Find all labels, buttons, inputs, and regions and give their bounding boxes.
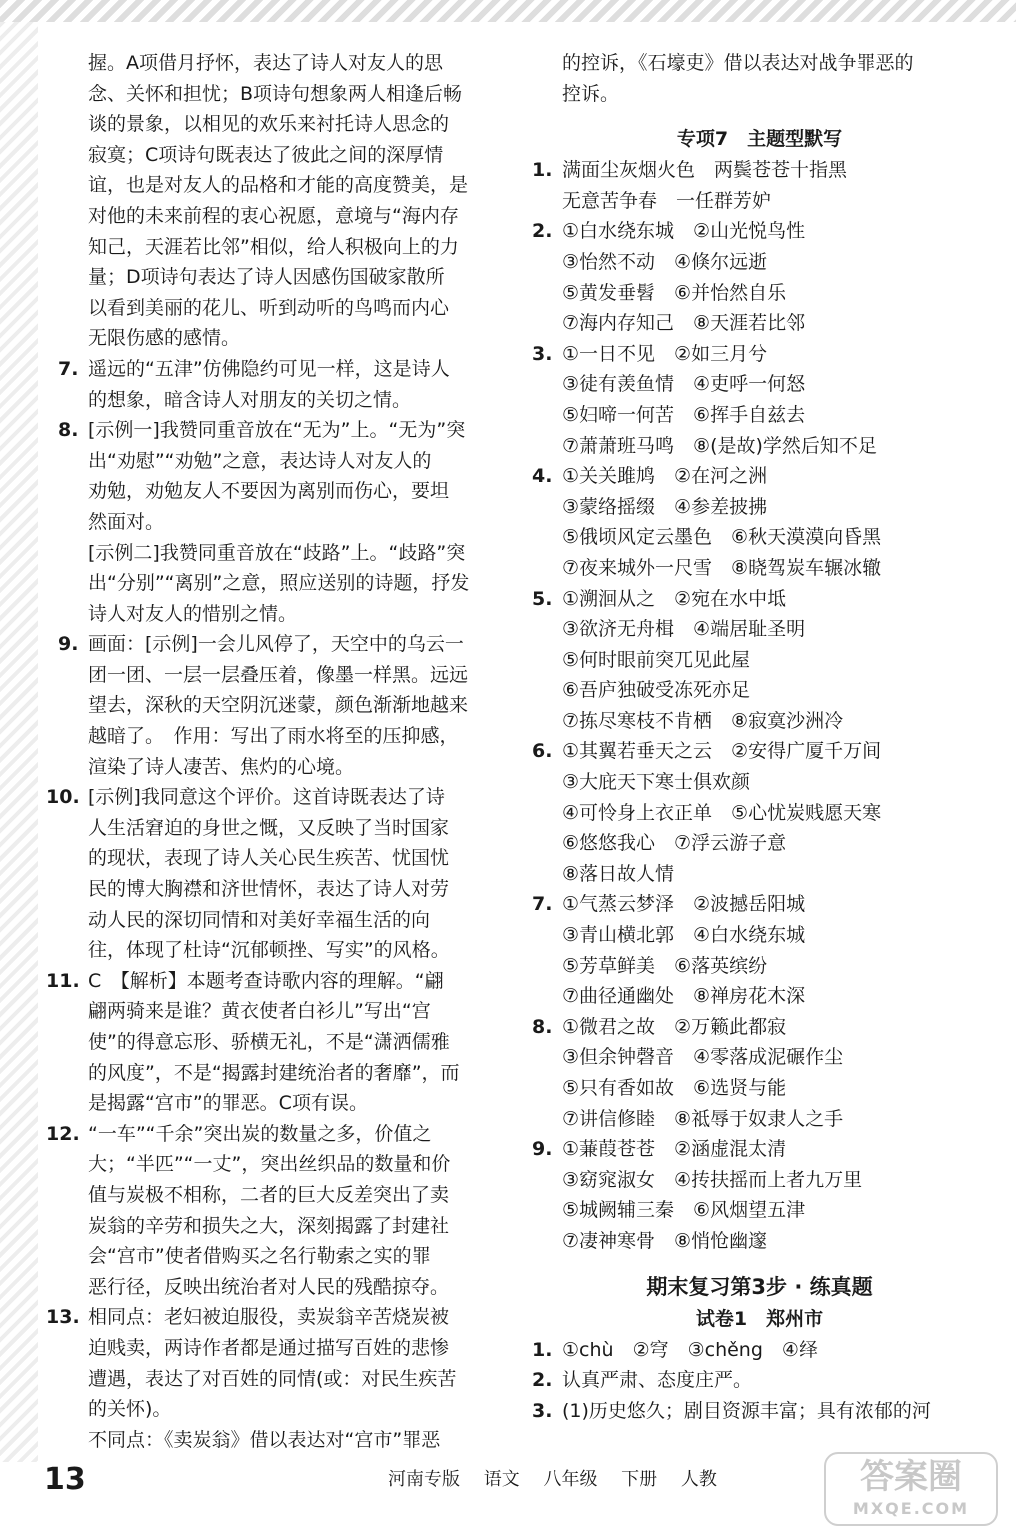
answer-text: ⑤何时眼前突兀见此屋: [562, 648, 751, 671]
answer-text: 谊，也是对友人的品格和才能的高度赞美，是: [88, 174, 469, 197]
exam-answer-line: [532, 1365, 987, 1396]
answer-text: 迫贱卖，两诗作者都是通过描写百姓的悲惨: [88, 1336, 450, 1359]
answer-text: ①溯洄从之 ②宛在水中坻: [562, 587, 787, 610]
answer-text: C 【解析】本题考查诗歌内容的理解。“翩: [88, 969, 444, 992]
text-line: [58, 79, 498, 110]
text-line: [532, 48, 987, 79]
text-line: [58, 1364, 498, 1395]
watermark-sub: MXQE.COM: [852, 1499, 970, 1518]
text-line: [58, 293, 498, 324]
answer-text: 望去，深秋的天空阴沉迷蒙，颜色渐渐地越来: [88, 694, 469, 717]
answer-text: 团一团、一层一层叠压着，像墨一样黑。远远: [88, 663, 469, 686]
answer-text: 握。A项借月抒怀，表达了诗人对友人的思: [88, 52, 443, 74]
text-line: [46, 782, 498, 813]
text-line: [532, 79, 987, 110]
text-line: [58, 201, 498, 232]
answer-text: 然面对。: [88, 510, 165, 533]
answer-text: 翩两骑来是谁？黄衣使者白衫儿”写出“宫: [88, 1000, 431, 1023]
answer-line: [532, 1104, 987, 1135]
answer-text: 控诉。: [562, 82, 620, 105]
text-line: [58, 599, 498, 630]
answer-line: [532, 1073, 987, 1104]
answer-line: [532, 1195, 987, 1226]
answer-line: [532, 278, 987, 309]
answer-text: 相同点：老妇被迫服役，卖炭翁辛苦烧炭被: [88, 1306, 450, 1329]
answer-text: ①白水绕东城 ②山光悦鸟性: [562, 220, 806, 243]
answer-text: ⑤只有香如故 ⑥选贤与能: [562, 1077, 787, 1099]
text-line: [58, 170, 498, 201]
answer-line: [532, 920, 987, 951]
answer-text: 出“分别”“离别”之意，照应送别的诗题，抒发: [88, 572, 470, 595]
text-line: [58, 415, 498, 446]
text-line: [46, 966, 498, 997]
answer-line: [532, 216, 987, 247]
exam-answer-line: [532, 1396, 987, 1427]
answer-line: [532, 522, 987, 553]
answer-line: [532, 981, 987, 1012]
answer-text: 是揭露“宫市”的罪恶。C项有误。: [88, 1092, 368, 1115]
answer-line: [532, 859, 987, 890]
text-line: [58, 1180, 498, 1211]
answer-text: ⑤俄顷风定云墨色 ⑥秋天漠漠向昏黑: [562, 526, 882, 549]
answer-text: ①其翼若垂天之云 ②安得广厦千万间: [562, 740, 882, 763]
answer-text: ⑦拣尽寒枝不肯栖 ⑧寂寞沙洲冷: [562, 709, 844, 732]
answer-text: ③蒙络摇缀 ④参差披拂: [562, 495, 768, 518]
watermark-logo: [824, 1452, 998, 1526]
answer-text: 认真严肃、态度庄严。: [562, 1369, 753, 1392]
answer-text: ⑥吾庐独破受冻死亦足: [562, 679, 751, 702]
answer-text: 的关怀)。: [88, 1398, 172, 1421]
exam-answer-line: [532, 1335, 987, 1366]
answer-text: ③窈窕淑女 ④抟扶摇而上者九万里: [562, 1168, 863, 1191]
text-line: [58, 538, 498, 569]
answer-line: [532, 155, 987, 186]
answer-text: “一车”“千余”突出炭的数量之多，价值之: [88, 1122, 432, 1145]
text-line: [58, 1425, 498, 1456]
answer-line: [532, 614, 987, 645]
answer-line: [532, 1134, 987, 1165]
answer-number: 7.: [58, 357, 79, 380]
answer-text: 遭遇，表达了对百姓的同情(或：对民生疾苦: [88, 1367, 457, 1390]
answer-number: 9.: [532, 1138, 553, 1161]
answer-text: ⑥悠悠我心 ⑦浮云游子意: [562, 832, 787, 855]
answer-text: ①蒹葭苍苍 ②涵虚混太清: [562, 1138, 787, 1161]
answer-number: 11.: [46, 969, 80, 992]
answer-text: 往，体现了杜诗“沉郁顿挫、写实”的风格。: [88, 939, 450, 962]
text-line: [58, 1088, 498, 1119]
text-line: [58, 874, 498, 905]
answer-number: 9.: [58, 633, 79, 656]
answer-text: 越暗了。 作用：写出了雨水将至的压抑感，: [88, 725, 459, 748]
text-line: [58, 660, 498, 691]
answer-text: ①微君之故 ②万籁此都寂: [562, 1015, 787, 1038]
watermark-main: 答案圈: [860, 1457, 962, 1497]
text-line: [58, 1272, 498, 1303]
answer-text: 民的博大胸襟和济世情怀，表达了诗人对劳: [88, 878, 450, 901]
answer-text: ⑦凄神寒骨 ⑧悄怆幽邃: [562, 1229, 768, 1252]
answer-text: ⑦海内存知己 ⑧天涯若比邻: [562, 312, 806, 335]
answer-text: ⑤黄发垂髫 ⑥并怡然自乐: [562, 281, 787, 304]
answer-number: 4.: [532, 465, 553, 488]
text-line: [58, 996, 498, 1027]
right-column: [532, 48, 987, 1426]
answer-line: [532, 645, 987, 676]
answer-line: [532, 1012, 987, 1043]
paper-heading: 试卷1 郑州市: [695, 1307, 824, 1330]
text-line: [58, 1027, 498, 1058]
text-line: [58, 1058, 498, 1089]
answer-line: [532, 553, 987, 584]
answer-text: 寂寞；C项诗句既表达了彼此之间的深厚情: [88, 143, 444, 166]
answer-text: ⑤城阙辅三秦 ⑥风烟望五津: [562, 1199, 806, 1222]
spacer: [532, 1257, 987, 1271]
text-line: [46, 1302, 498, 1333]
answer-text: 值与炭极不相称，二者的巨大反差突出了卖: [88, 1183, 450, 1206]
text-line: [58, 476, 498, 507]
answer-text: ④可怜身上衣正单 ⑤心忧炭贱愿天寒: [562, 801, 882, 824]
answer-text: 量；D项诗句表达了诗人因感伤国破家散所: [88, 266, 445, 289]
answer-number: 12.: [46, 1122, 80, 1145]
left-column: [46, 48, 498, 1455]
answer-line: [532, 798, 987, 829]
answer-text: ⑤芳草鲜美 ⑥落英缤纷: [562, 954, 768, 977]
answer-text: ⑤妇啼一何苦 ⑥挥手自兹去: [562, 403, 806, 426]
top-border-decoration: [0, 0, 1016, 22]
answer-number: 8.: [532, 1015, 553, 1038]
answer-text: ③大庇天下寒士俱欢颜: [562, 771, 751, 794]
text-line: [58, 446, 498, 477]
answer-text: ⑦曲径通幽处 ⑧禅房花木深: [562, 985, 806, 1008]
answer-text: 的控诉，《石壕吏》借以表达对战争罪恶的: [562, 52, 914, 74]
text-line: [58, 262, 498, 293]
text-line: [58, 1333, 498, 1364]
text-line: [58, 629, 498, 660]
answer-line: [532, 706, 987, 737]
answer-text: 诗人对友人的惜别之情。: [88, 602, 298, 625]
answer-text: (1)历史悠久；剧目资源丰富；具有浓郁的河: [562, 1399, 931, 1422]
answer-number: 10.: [46, 786, 80, 809]
answer-number: 7.: [532, 893, 553, 916]
answer-number: 2.: [532, 1369, 553, 1392]
review-heading: 期末复习第3步 · 练真题: [646, 1274, 873, 1299]
answer-line: [532, 951, 987, 982]
answer-text: 出“劝慰”“劝勉”之意，表达诗人对友人的: [88, 449, 432, 472]
answer-text: 恶行径，反映出统治者对人民的残酷掠夺。: [88, 1275, 450, 1298]
answer-text: 无意苦争春 一任群芳妒: [562, 189, 772, 212]
answer-text: 满面尘灰烟火色 两鬓苍苍十指黑: [562, 159, 848, 182]
answer-line: [532, 431, 987, 462]
answer-line: [532, 1042, 987, 1073]
left-edge-decoration: [0, 22, 38, 1462]
text-line: [58, 140, 498, 171]
text-line: [58, 752, 498, 783]
answer-text: ③欲济无舟楫 ④端居耻圣明: [562, 618, 806, 641]
text-line: [58, 1241, 498, 1272]
answer-number: 6.: [532, 740, 553, 763]
answer-line: [532, 339, 987, 370]
text-line: [58, 690, 498, 721]
answer-text: [示例]我同意这个评价。这首诗既表达了诗: [88, 786, 445, 809]
answer-text: ①气蒸云梦泽 ②波撼岳阳城: [562, 893, 806, 916]
answer-text: 劝勉，劝勉友人不要因为离别而伤心，要坦: [88, 480, 450, 503]
answer-text: 念、关怀和担忧；B项诗句想象两人相逢后畅: [88, 82, 463, 105]
answer-text: 画面：[示例]一会儿风停了，天空中的乌云一: [88, 633, 464, 656]
answer-line: [532, 1165, 987, 1196]
answer-number: 8.: [58, 419, 79, 442]
section-heading: 专项7 主题型默写: [676, 128, 843, 151]
answer-text: 会“宫市”使者借购买之名行勒索之实的罪: [88, 1245, 431, 1268]
answer-text: 的风度”，不是“揭露封建统治者的奢靡”，而: [88, 1061, 460, 1084]
answer-line: [532, 492, 987, 523]
answer-text: [示例一]我赞同重音放在“无为”上。“无为”突: [88, 419, 466, 442]
answer-text: 的现状，表现了诗人关心民生疾苦、忧国忧: [88, 847, 450, 870]
answer-text: ⑦夜来城外一尺雪 ⑧晓驾炭车辗冰辙: [562, 556, 882, 579]
answer-line: [532, 400, 987, 431]
answer-line: [532, 675, 987, 706]
answer-line: [532, 767, 987, 798]
answer-text: ③徒有羡鱼情 ④吏呼一何怒: [562, 373, 806, 396]
text-line: [58, 905, 498, 936]
answer-text: 使”的得意忘形、骄横无礼，不是“潇洒儒雅: [88, 1031, 450, 1053]
answer-line: [532, 247, 987, 278]
answer-text: 谈的景象，以相见的欢乐来衬托诗人思念的: [88, 113, 450, 136]
text-line: [58, 813, 498, 844]
text-line: [58, 323, 498, 354]
answer-text: 遥远的“五津”仿佛隐约可见一样，这是诗人: [88, 357, 450, 380]
text-line: [58, 843, 498, 874]
answer-number: 1.: [532, 1338, 553, 1361]
answer-line: [532, 186, 987, 217]
answer-text: [示例二]我赞同重音放在“歧路”上。“歧路”突: [88, 541, 466, 564]
answer-text: 以看到美丽的花儿、听到动听的鸟鸣而内心: [88, 296, 450, 319]
answer-text: 炭翁的辛劳和损失之大，深刻揭露了封建社: [88, 1214, 450, 1237]
answer-text: ①关关雎鸠 ②在河之洲: [562, 465, 768, 488]
answer-text: 渲染了诗人凄苦、焦灼的心境。: [88, 755, 355, 778]
answer-line: [532, 461, 987, 492]
answer-number: 2.: [532, 220, 553, 243]
answer-text: 不同点：《卖炭翁》借以表达对“宫市”罪恶: [88, 1428, 441, 1451]
answer-text: ①一日不见 ②如三月兮: [562, 342, 768, 365]
text-line: [58, 568, 498, 599]
text-line: [58, 1149, 498, 1180]
text-line: [58, 48, 498, 79]
text-line: [58, 232, 498, 263]
answer-number: 1.: [532, 159, 553, 182]
answer-text: ③怡然不动 ④倏尔远逝: [562, 250, 768, 273]
answer-text: 大；“半匹”“一丈”，突出丝织品的数量和价: [88, 1153, 451, 1176]
answer-text: 对他的未来前程的衷心祝愿，意境与“海内存: [88, 204, 459, 227]
answer-line: [532, 584, 987, 615]
answer-text: ③青山横北郭 ④白水绕东城: [562, 924, 806, 947]
footer-info: 河南专版 语文 八年级 下册 人教: [388, 1469, 717, 1490]
text-line: [58, 385, 498, 416]
answer-text: ①chù ②穹 ③chěng ④绎: [562, 1338, 818, 1361]
text-line: [58, 507, 498, 538]
answer-line: [532, 889, 987, 920]
answer-text: ⑧落日故人情: [562, 862, 675, 885]
answer-text: 动人民的深切同情和对美好幸福生活的向: [88, 908, 431, 931]
answer-number: 13.: [46, 1306, 80, 1329]
answer-text: 的想象，暗含诗人对朋友的关切之情。: [88, 388, 412, 411]
text-line: [46, 1119, 498, 1150]
answer-text: 知己，天涯若比邻”相似，给人积极向上的力: [88, 235, 459, 258]
text-line: [58, 354, 498, 385]
text-line: [58, 109, 498, 140]
answer-number: 3.: [532, 1399, 553, 1422]
answer-line: [532, 828, 987, 859]
text-line: [58, 1211, 498, 1242]
answer-text: 人生活窘迫的身世之慨，又反映了当时国家: [88, 816, 450, 839]
spacer: [532, 109, 987, 123]
page-number: 13: [44, 1462, 86, 1497]
answer-line: [532, 369, 987, 400]
answer-line: [532, 736, 987, 767]
text-line: [58, 721, 498, 752]
answer-number: 5.: [532, 587, 553, 610]
answer-line: [532, 1226, 987, 1257]
answer-line: [532, 308, 987, 339]
answer-text: ⑦萧萧班马鸣 ⑧(是故)学然后知不足: [562, 434, 877, 457]
answer-number: 3.: [532, 342, 553, 365]
answer-text: ③但余钟磬音 ④零落成泥碾作尘: [562, 1046, 844, 1069]
answer-text: 无限伤感的感情。: [88, 327, 241, 350]
text-line: [58, 935, 498, 966]
answer-text: ⑦讲信修睦 ⑧祗辱于奴隶人之手: [562, 1107, 844, 1130]
text-line: [58, 1394, 498, 1425]
